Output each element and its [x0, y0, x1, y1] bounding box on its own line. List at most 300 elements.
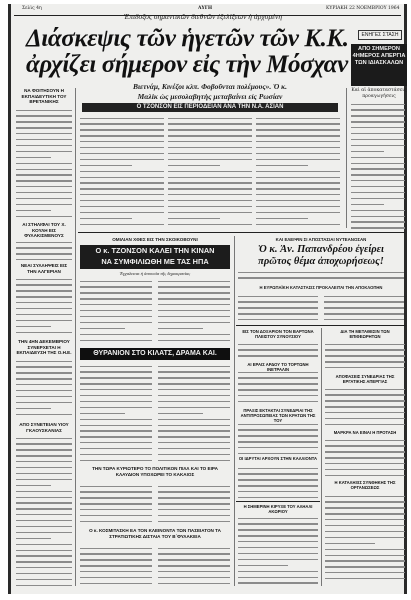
text-line	[158, 334, 230, 338]
banner-headline: ΘΥΡΑΝΙΟΝ ΣΤΟ ΚΙΛΑΤΣ, ΔΡΑΜΑ ΚΑΙ.	[80, 348, 230, 360]
text-line	[168, 218, 252, 222]
text-line	[16, 192, 72, 196]
mid-left-col-a1	[80, 484, 152, 524]
text-line	[80, 448, 152, 452]
text-line	[80, 442, 152, 446]
text-line	[158, 571, 230, 575]
text-line	[168, 200, 252, 204]
text-line	[16, 157, 72, 161]
text-line	[238, 582, 318, 584]
text-line	[80, 395, 152, 399]
text-line	[351, 210, 405, 214]
text-line	[351, 127, 405, 131]
text-line	[325, 389, 405, 393]
text-line	[16, 414, 72, 418]
text-line	[351, 121, 405, 125]
text-line	[256, 212, 340, 216]
text-line	[351, 180, 405, 184]
text-line	[325, 549, 405, 553]
text-line	[80, 118, 164, 122]
text-line	[238, 313, 318, 317]
text-line	[16, 253, 72, 257]
text-line	[238, 473, 318, 477]
text-line	[80, 430, 152, 434]
text-line	[238, 377, 318, 381]
page-left-edge	[8, 4, 11, 594]
text-line	[324, 319, 404, 322]
text-line	[16, 473, 72, 477]
text-line	[325, 543, 405, 547]
text-line	[325, 355, 405, 359]
text-line	[325, 578, 405, 582]
text-line	[16, 579, 72, 583]
text-line	[158, 448, 230, 452]
lead-story-col-3	[256, 116, 340, 230]
right-col-1	[325, 342, 405, 372]
text-line	[158, 497, 230, 501]
mid-left-headline-b: Ο κ. ΚΟΣΜΙΤΑΣΚΗ ΕΑ ΤΟΝ ΚΛΕΙΝΟΝΤΑ ΤΩΝ ΠΑΣΕΙΑΤΟΝ ΤΑ ΣΤΡΑΤΙΩΤΙΚΗΣ ΔΙΣΤΑΙΑ ΤΟΥ Β΄ΦΥΛΑΚΕΙΑ	[89, 528, 221, 539]
lead-story-col-1	[80, 116, 164, 230]
text-line	[16, 180, 72, 184]
johnson-title-1: Ο κ. ΤΖΟΝΣΟΝ ΚΑΛΕΙ ΤΗΝ ΚΙΝΑΝ	[95, 246, 215, 255]
text-line	[158, 460, 230, 464]
papandreou-headline-2: πρῶτος θέμα ἀποχωρήσεως!	[258, 256, 384, 267]
text-line	[325, 451, 405, 455]
text-line	[16, 279, 72, 283]
text-line	[351, 192, 405, 196]
text-line	[80, 559, 152, 563]
text-line	[256, 135, 340, 139]
johnson-title-2: ΝΑ ΣΥΜΦΙΛΙΩΘΗ ΜΕ ΤΑΣ ΗΠΑ	[101, 257, 209, 266]
text-line	[80, 583, 152, 586]
text-line	[168, 135, 252, 139]
text-line	[80, 129, 164, 133]
text-line	[80, 425, 152, 429]
text-line	[80, 286, 152, 290]
text-line	[256, 141, 340, 145]
strike-box-line-1: ΑΠΟ ΣΗΜΕΡΟΝ	[358, 46, 400, 52]
center-col-2	[238, 370, 318, 406]
text-line	[80, 401, 152, 405]
text-line	[80, 521, 152, 524]
text-line	[168, 224, 252, 228]
text-line	[325, 519, 405, 523]
center-right-small-head: ΚΑΙ ΕΛΕΙΨΙΝ ΣΙ ΑΠΟΣΤΑΣΙΑΙ ΝΥΤΕΑΝΟΣΑΝ	[275, 237, 367, 242]
text-line	[80, 153, 164, 157]
text-line	[16, 133, 72, 137]
text-line	[256, 129, 340, 133]
text-line	[351, 227, 405, 230]
text-line	[158, 292, 230, 296]
mid-left-headline-a: ΤΗΝ ΤΩΡΑ ΚΥΡΙΩΤΕΡΟ ΤΟ ΠΟΛΙΤΙΚΟΝ ΠΙΛΛ ΚΑΙ ΤΟ ΕΙΡΑ ΚΛΑΥΔΙΟΝ ΥΠΟΧΩΡΕΙ ΤΟ ΚΑΚΑΙΟΣ	[92, 466, 218, 477]
text-line	[158, 371, 230, 375]
text-line	[351, 174, 405, 178]
text-line	[351, 109, 405, 113]
text-line	[238, 479, 318, 483]
text-line	[158, 286, 230, 290]
text-line	[16, 585, 72, 586]
text-line	[351, 151, 405, 155]
text-line	[238, 571, 318, 575]
text-line	[158, 389, 230, 393]
text-line	[80, 371, 152, 375]
mid-left-col-b2	[158, 546, 230, 586]
text-line	[80, 188, 164, 192]
text-line	[80, 159, 164, 163]
text-line	[16, 186, 72, 190]
text-line	[238, 491, 318, 495]
text-line	[325, 469, 405, 473]
text-line	[16, 314, 72, 318]
text-line	[16, 461, 72, 465]
text-line	[16, 210, 72, 214]
text-line	[80, 171, 164, 175]
text-line	[238, 529, 318, 533]
text-line	[325, 566, 405, 570]
text-line	[16, 532, 72, 536]
johnson-col-2	[158, 279, 230, 345]
text-line	[80, 141, 164, 145]
text-line	[80, 454, 152, 458]
right-box-label: ΕΝΗΓΕΣ ΣΤΑΣΗ	[358, 30, 402, 40]
text-line	[238, 565, 318, 569]
text-line	[16, 372, 72, 376]
text-line	[168, 165, 252, 169]
column-rule-3	[234, 236, 235, 586]
text-line	[351, 163, 405, 167]
text-line	[16, 198, 72, 202]
left-headline-3: ΝΕΑΙ ΣΥΛΛΗΨΕΙΣ ΕΙΣ ΤΗΝ ΑΛΓΕΡΙΑΝ	[20, 263, 68, 274]
mid-left-col-b1	[80, 546, 152, 586]
text-line	[80, 298, 152, 302]
text-line	[325, 367, 405, 371]
text-line	[16, 151, 72, 155]
text-line	[168, 123, 252, 127]
text-line	[158, 383, 230, 387]
text-line	[16, 449, 72, 453]
text-line	[351, 216, 405, 220]
text-line	[238, 577, 318, 581]
page-footer	[8, 589, 407, 594]
text-line	[16, 497, 72, 501]
text-line	[325, 463, 405, 467]
text-line	[325, 394, 405, 398]
text-line	[80, 577, 152, 581]
text-line	[16, 174, 72, 178]
page-number: Σελὶς 4η	[22, 6, 42, 11]
text-line	[325, 531, 405, 535]
papandreou-col-2	[324, 294, 404, 322]
text-line	[80, 310, 152, 314]
text-line	[238, 277, 404, 281]
right-col-3	[325, 438, 405, 478]
text-line	[238, 559, 318, 563]
strike-box-sub-2: προαγωγήσεις	[362, 93, 396, 99]
text-line	[80, 571, 152, 575]
text-line	[16, 550, 72, 554]
stock-headline: Η ΣΗΜΕΡΙΝΗ ΚΙΡΥΞΕ ΤΟΥ ΑΛΗΑΛΙ ΑΚΩΡΙΟΥ	[243, 504, 313, 514]
text-line	[16, 247, 72, 251]
text-line	[168, 206, 252, 210]
text-line	[158, 366, 230, 370]
text-line	[16, 115, 72, 119]
text-line	[256, 171, 340, 175]
text-line	[325, 412, 405, 416]
text-line	[80, 460, 152, 464]
text-line	[256, 118, 340, 122]
text-line	[168, 153, 252, 157]
text-line	[16, 502, 72, 506]
text-line	[256, 200, 340, 204]
left-column-text-1	[16, 108, 72, 220]
lead-bar: Ο ΤΖΟΝΣΟΝ ΕΙΣ ΠΕΡΙΟΔΕΙΑΝ ΑΝΑ ΤΗΝ Ν.Α. ΑΣΙΑΝ	[82, 103, 338, 112]
text-line	[16, 467, 72, 471]
text-line	[325, 496, 405, 500]
text-line	[158, 577, 230, 581]
text-line	[80, 509, 152, 513]
text-line	[351, 168, 405, 172]
text-line	[325, 406, 405, 410]
text-line	[238, 518, 318, 522]
text-line	[16, 216, 72, 220]
text-line	[238, 535, 318, 539]
text-line	[158, 509, 230, 513]
left-column-text-2	[16, 240, 72, 260]
text-line	[80, 123, 164, 127]
text-line	[16, 567, 72, 571]
lead-story-col-2	[168, 116, 252, 230]
right-headline-2: ΑΠΟΦΑΣΕΙΣ ΣΥΝΕΔΡΙΑΣ ΤΗΣ ΕΡΓΑΤΙΚΗΣ ΑΠΕΡΓΙΑΣ	[335, 374, 395, 384]
text-line	[168, 159, 252, 163]
papandreou-intro	[238, 270, 404, 283]
text-line	[80, 165, 164, 169]
text-line	[325, 445, 405, 449]
text-line	[325, 440, 405, 444]
text-line	[324, 296, 404, 300]
text-line	[158, 491, 230, 495]
text-line	[238, 301, 318, 305]
center-col-4	[238, 466, 318, 498]
text-line	[351, 139, 405, 143]
strike-box-line-2: 4ΗΜΕΡΟΣ ΑΠΕΡΓΙΑ	[352, 53, 406, 59]
left-column-text-4	[16, 359, 72, 419]
text-line	[80, 224, 164, 228]
text-line	[158, 553, 230, 557]
text-line	[158, 515, 230, 519]
stock-table	[238, 516, 318, 584]
text-line	[16, 259, 72, 260]
text-line	[168, 212, 252, 216]
text-line	[16, 378, 72, 382]
center-headline-2: ΑΙ ΕΡΑΙΣ ΑΡΔΟΥ ΤΟ ΤΟΡΤΩΝΗ ΙΝΕΤΡΑΛΙΝ	[247, 362, 309, 372]
text-line	[80, 316, 152, 320]
mid-left-col-a2	[158, 484, 230, 524]
left-headline-4: ΤΗΝ 4ΗΝ ΔΕΚΕΜΒΡΙΟΥ ΣΥΝΕΡΧΕΤΑΙ Η ΕΚΠΑΙΔΕΥΣΗ ΤΗΣ Ο.Η.Ε.	[16, 339, 72, 355]
johnson-box	[80, 245, 230, 269]
text-line	[158, 430, 230, 434]
text-line	[325, 507, 405, 511]
text-line	[158, 377, 230, 381]
text-line	[256, 224, 340, 228]
text-line	[158, 454, 230, 458]
section-rule	[78, 232, 405, 233]
center-col-1	[238, 342, 318, 360]
text-line	[238, 547, 318, 551]
paper-name: ΑΥΓΗ	[198, 6, 213, 11]
text-line	[158, 304, 230, 308]
text-line	[256, 218, 340, 222]
text-line	[351, 221, 405, 225]
text-line	[16, 290, 72, 294]
text-line	[16, 438, 72, 442]
text-line	[80, 503, 152, 507]
text-line	[80, 177, 164, 181]
text-line	[168, 147, 252, 151]
text-line	[16, 145, 72, 149]
right-headline-3: ΜΑΡΚΡΑ ΝΑ ΕΙΝΑΙ Η ΠΡΟΤΑΣΗ	[333, 430, 397, 435]
text-line	[16, 573, 72, 577]
right-top-text	[351, 102, 405, 230]
text-line	[168, 182, 252, 186]
text-line	[16, 408, 72, 412]
text-line	[16, 163, 72, 167]
text-line	[351, 186, 405, 190]
papandreou-headline-1: Ὁ κ. Ἀν. Παπανδρέου ἐγείρει	[258, 244, 384, 255]
center-headline-1: ΕΙΣ ΤΟΝ ΔΟΞΑΡΙΟΝ ΤΟΝ ΒΑΡΤΩΝΑ ΠΛΕΙΣΤΟΥ ΣΥΝΟΥΣΙΟΥ	[242, 329, 314, 339]
right-headline-4: Η ΚΑΤΑΛΗΞΙΣ ΣΥΝΘΗΚΗΣ ΤΗΣ ΟΡΓΑΝΩΣΕΩΣ	[334, 480, 396, 490]
strike-box-sub	[351, 88, 407, 99]
text-line	[238, 497, 318, 498]
main-headline-line-2: ἀρχίζει σήμερον εἰς τὴν Μόσχαν	[26, 51, 348, 78]
text-line	[256, 153, 340, 157]
text-line	[80, 340, 152, 344]
text-line	[351, 204, 405, 208]
text-line	[256, 194, 340, 198]
text-line	[256, 147, 340, 151]
left-headline-5: ΑΠΟ ΣΥΝΕΤΕΙΑΝ ΥΙΟΥ ΓΚΑΟΥΣΚΑΝΙΑΣ	[19, 422, 69, 433]
text-line	[325, 572, 405, 576]
text-line	[325, 457, 405, 461]
text-line	[16, 485, 72, 489]
text-line	[325, 525, 405, 529]
text-line	[80, 182, 164, 186]
strike-box-line-3: ΤΩΝ ΙΔΙΑΣΚΑΛΩΝ	[354, 60, 404, 66]
papandreou-sub: Η ΕΥΡΩΠΑΪΚΗ ΚΑΤΑΣΤΑΣΙΣ ΠΡΟΚΑΛΕΙΤΑΙ ΤΗΝ ΑΠΟΚΛΟΠΗΝ	[259, 285, 383, 290]
text-line	[325, 344, 405, 348]
text-line	[256, 188, 340, 192]
center-rule-b	[236, 501, 320, 502]
text-line	[158, 395, 230, 399]
text-line	[238, 272, 404, 276]
text-line	[16, 204, 72, 208]
text-line	[80, 407, 152, 411]
right-col-2	[325, 387, 405, 427]
text-line	[80, 328, 152, 332]
text-line	[325, 424, 405, 427]
text-line	[325, 537, 405, 541]
text-line	[256, 182, 340, 186]
text-line	[80, 147, 164, 151]
text-line	[238, 401, 318, 405]
text-line	[325, 513, 405, 517]
text-line	[80, 366, 152, 370]
text-line	[16, 526, 72, 530]
main-headline-line-1: Διάσκεψις τῶν ἡγετῶν τῶν Κ.Κ.	[26, 25, 349, 52]
text-line	[238, 468, 318, 472]
column-rule-2	[346, 88, 347, 228]
right-col-4	[325, 494, 405, 584]
column-rule-4	[321, 328, 322, 586]
banner-col-1	[80, 364, 152, 464]
center-headline-3: ΠΡΑΞΙΣ ΕΚΤΑΚΤΑΙ ΣΥΝΕΔΡΙΑΙ ΤΗΣ ΑΝΤΙΠΡΟΣΩΠΕΙΑΣ ΤΩΝ ΚΡΑΤΩΝ ΤΗΣ ΤΟΥ	[240, 408, 316, 423]
text-line	[16, 308, 72, 312]
column-rule-1	[75, 88, 76, 586]
text-line	[16, 296, 72, 300]
text-line	[158, 401, 230, 405]
text-line	[168, 118, 252, 122]
speech-small-head: ΟΜΙΛΙΑΝ ΧΘΕΣ ΕΙΣ ΤΗΝ ΣΚΟΙΚΟΒΟΥΝΙ	[112, 237, 198, 242]
text-line	[158, 503, 230, 507]
text-line	[256, 159, 340, 163]
text-line	[168, 129, 252, 133]
text-line	[80, 497, 152, 501]
text-line	[16, 110, 72, 114]
text-line	[324, 307, 404, 311]
text-line	[16, 544, 72, 548]
text-line	[80, 383, 152, 387]
text-line	[238, 541, 318, 545]
text-line	[80, 292, 152, 296]
text-line	[351, 145, 405, 149]
text-line	[351, 104, 405, 108]
text-line	[16, 139, 72, 143]
text-line	[80, 553, 152, 557]
text-line	[325, 555, 405, 559]
text-line	[158, 413, 230, 417]
text-line	[238, 355, 318, 359]
text-line	[80, 419, 152, 423]
text-line	[158, 436, 230, 440]
text-line	[16, 121, 72, 125]
text-line	[16, 390, 72, 394]
text-line	[324, 301, 404, 305]
deck-line-1: Βιετνάμ, Κινέζοι κλπ. Φοβοῦνται πολέμους». Ὁ κ.	[132, 82, 288, 91]
text-line	[158, 328, 230, 332]
text-line	[16, 479, 72, 483]
text-line	[16, 561, 72, 565]
text-line	[168, 141, 252, 145]
text-line	[16, 366, 72, 370]
text-line	[16, 491, 72, 495]
center-col-3	[238, 422, 318, 454]
text-line	[238, 389, 318, 393]
text-line	[158, 316, 230, 320]
text-line	[238, 553, 318, 557]
text-line	[16, 332, 72, 336]
text-line	[168, 188, 252, 192]
text-line	[238, 429, 318, 433]
text-line	[324, 313, 404, 317]
text-line	[16, 402, 72, 406]
text-line	[16, 284, 72, 288]
text-line	[168, 177, 252, 181]
text-line	[238, 447, 318, 451]
strike-box-sub-1: Καὶ αἱ ἀποκαταστάσεις	[351, 88, 407, 93]
text-line	[16, 555, 72, 559]
text-line	[238, 344, 318, 348]
strike-box	[351, 44, 407, 86]
center-rule-a	[236, 325, 406, 326]
